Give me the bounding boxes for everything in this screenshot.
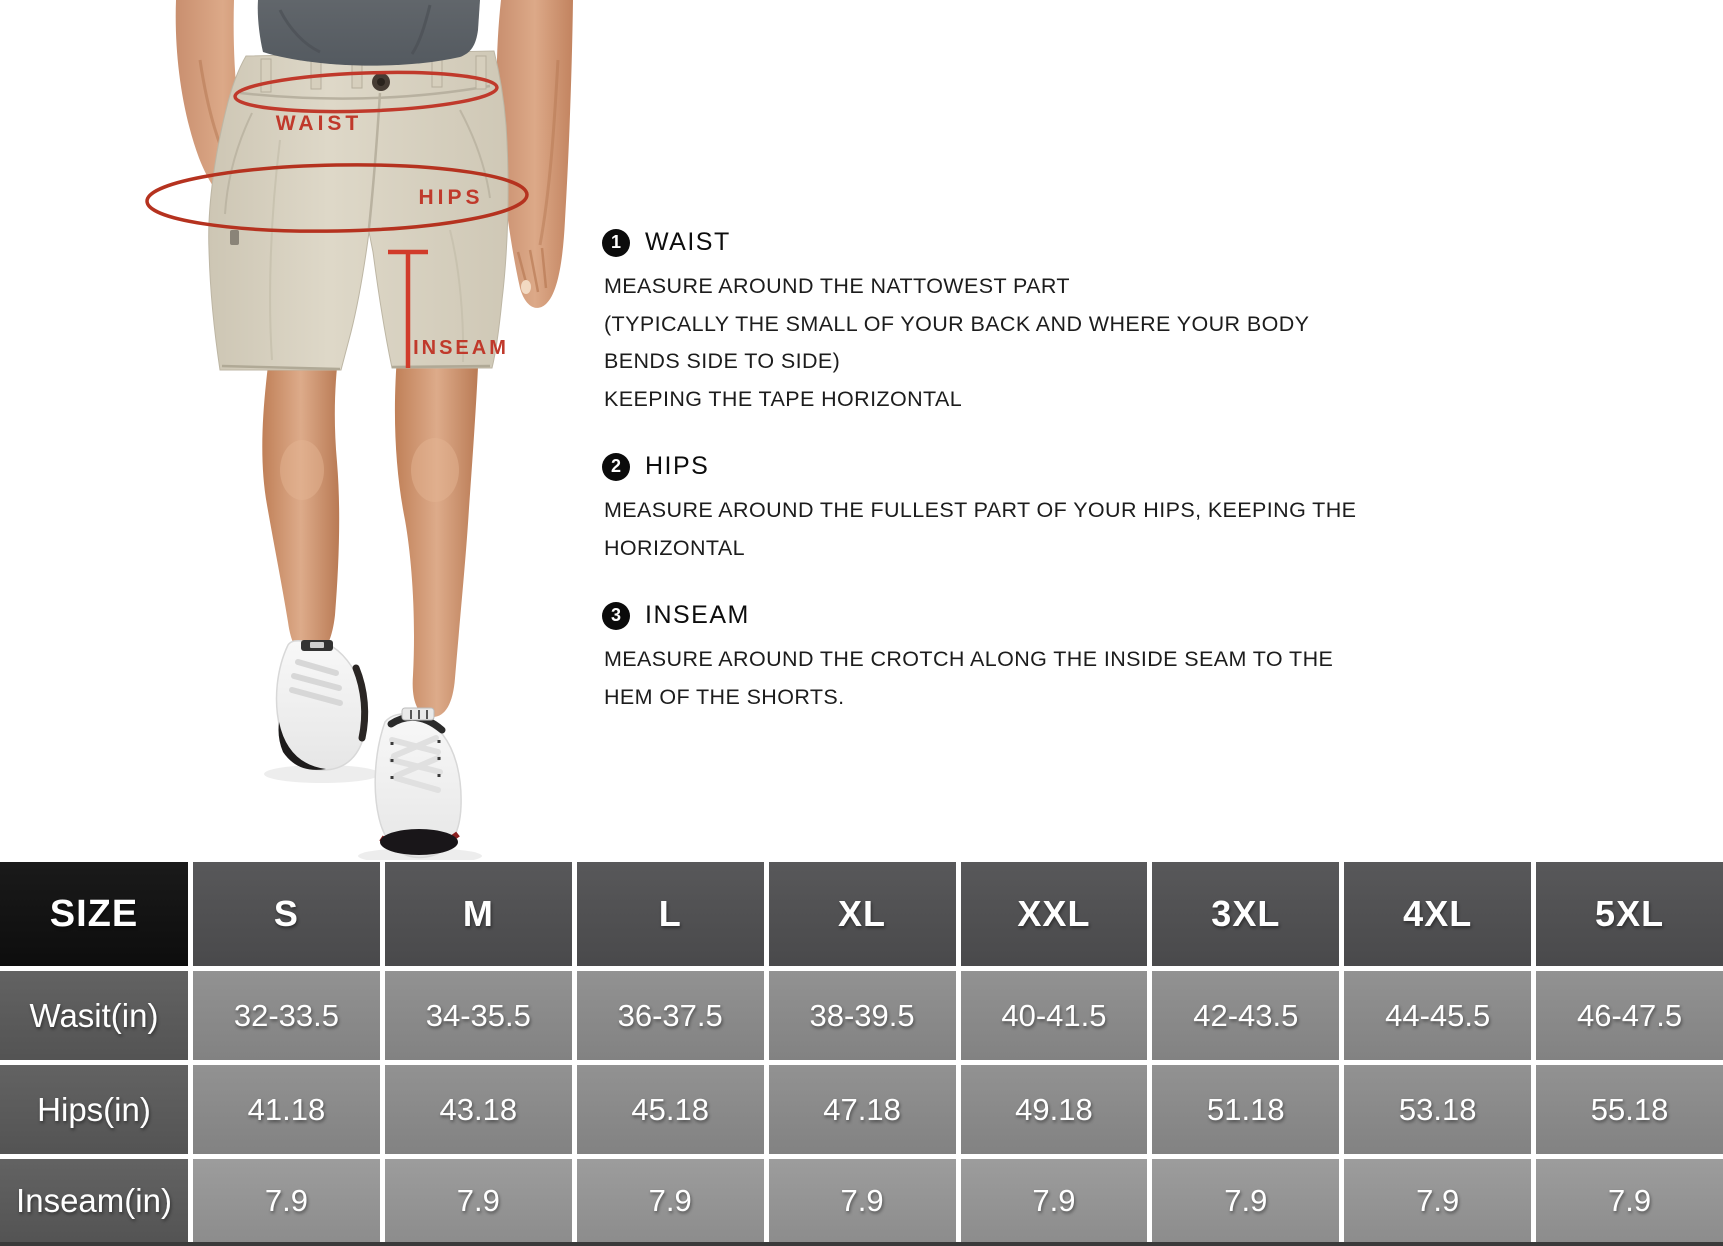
size-col-header: S [193, 862, 380, 966]
hips-value-cell: 55.18 [1536, 1065, 1723, 1154]
waist-value-cell: 44-45.5 [1344, 971, 1531, 1060]
shirt [258, 0, 480, 66]
step-3-badge: 3 [602, 602, 630, 630]
step-1-title: WAIST [645, 228, 731, 256]
size-col-header: XXL [961, 862, 1148, 966]
size-chart-table [0, 862, 1723, 1246]
hips-label: HIPS [418, 186, 484, 209]
size-col-header: XL [769, 862, 956, 966]
waist-value-cell: 32-33.5 [193, 971, 380, 1060]
instruction-line: (TYPICALLY THE SMALL OF YOUR BACK AND WHERE YOUR BODY [604, 311, 1310, 336]
measuring-instructions [602, 228, 1372, 716]
inseam-value-cell: 7.9 [193, 1159, 380, 1242]
size-col-header: L [577, 862, 764, 966]
right-knee-highlight [411, 438, 459, 502]
inseam-value-cell: 7.9 [769, 1159, 956, 1242]
instruction-section-hips [602, 452, 1372, 567]
hips-value-cell: 49.18 [961, 1065, 1148, 1154]
hips-value-cell: 41.18 [193, 1065, 380, 1154]
waist-value-cell: 36-37.5 [577, 971, 764, 1060]
waist-value-cell: 40-41.5 [961, 971, 1148, 1060]
instruction-line: HORIZONTAL [604, 535, 745, 560]
waist-value-cell: 34-35.5 [385, 971, 572, 1060]
step-3-title: INSEAM [645, 601, 750, 629]
instruction-line: HEM OF THE SHORTS. [604, 684, 845, 709]
left-shoe [277, 640, 366, 770]
row-label-hips: Hips(in) [0, 1065, 188, 1154]
waist-value-cell: 42-43.5 [1152, 971, 1339, 1060]
model-photo [130, 0, 600, 860]
size-col-header: 5XL [1536, 862, 1723, 966]
right-thumbnail [521, 280, 531, 294]
shorts-brand-label: INSEAM [413, 337, 509, 359]
hips-value-cell: 47.18 [769, 1065, 956, 1154]
instruction-section-waist [602, 228, 1372, 418]
step-1-badge: 1 [602, 229, 630, 257]
right-arm [497, 0, 573, 308]
right-leg [395, 345, 479, 717]
instruction-line: MEASURE AROUND THE CROTCH ALONG THE INSIDE SEAM TO THE [604, 647, 1334, 671]
row-label-waist: Wasit(in) [0, 971, 188, 1060]
hips-value-cell: 45.18 [577, 1065, 764, 1154]
left-leg [262, 350, 339, 657]
hips-value-cell: 43.18 [385, 1065, 572, 1154]
hips-value-cell: 51.18 [1152, 1065, 1339, 1154]
waist-value-cell: 46-47.5 [1536, 971, 1723, 1060]
left-knee-highlight [280, 440, 324, 500]
waist-value-cell: 38-39.5 [769, 971, 956, 1060]
size-corner-cell: SIZE [0, 862, 188, 966]
size-col-header: 4XL [1344, 862, 1531, 966]
step-2-title: HIPS [645, 452, 710, 480]
inseam-value-cell: 7.9 [577, 1159, 764, 1242]
inseam-value-cell: 7.9 [385, 1159, 572, 1242]
instruction-line: MEASURE AROUND THE FULLEST PART OF YOUR HIPS, KEEPING THE [604, 498, 1357, 522]
instruction-line: BENDS SIDE TO SIDE) [604, 349, 841, 373]
hips-value-cell: 53.18 [1344, 1065, 1531, 1154]
shorts [209, 51, 508, 370]
inseam-value-cell: 7.9 [961, 1159, 1148, 1242]
size-col-header: 3XL [1152, 862, 1339, 966]
inseam-value-cell: 7.9 [1344, 1159, 1531, 1242]
row-label-inseam: Inseam(in) [0, 1159, 188, 1242]
step-2-badge: 2 [602, 453, 630, 481]
inseam-value-cell: 7.9 [1536, 1159, 1723, 1242]
model-figure [130, 0, 600, 860]
instruction-line: MEASURE AROUND THE NATTOWEST PART [604, 274, 1070, 298]
instruction-section-inseam [602, 601, 1372, 716]
zipper-pull [230, 230, 239, 245]
size-col-header: M [385, 862, 572, 966]
waist-label: WAIST [275, 112, 363, 135]
instruction-line: KEEPING THE TAPE HORIZONTAL [604, 386, 963, 411]
right-shoe [375, 708, 461, 857]
inseam-value-cell: 7.9 [1152, 1159, 1339, 1242]
